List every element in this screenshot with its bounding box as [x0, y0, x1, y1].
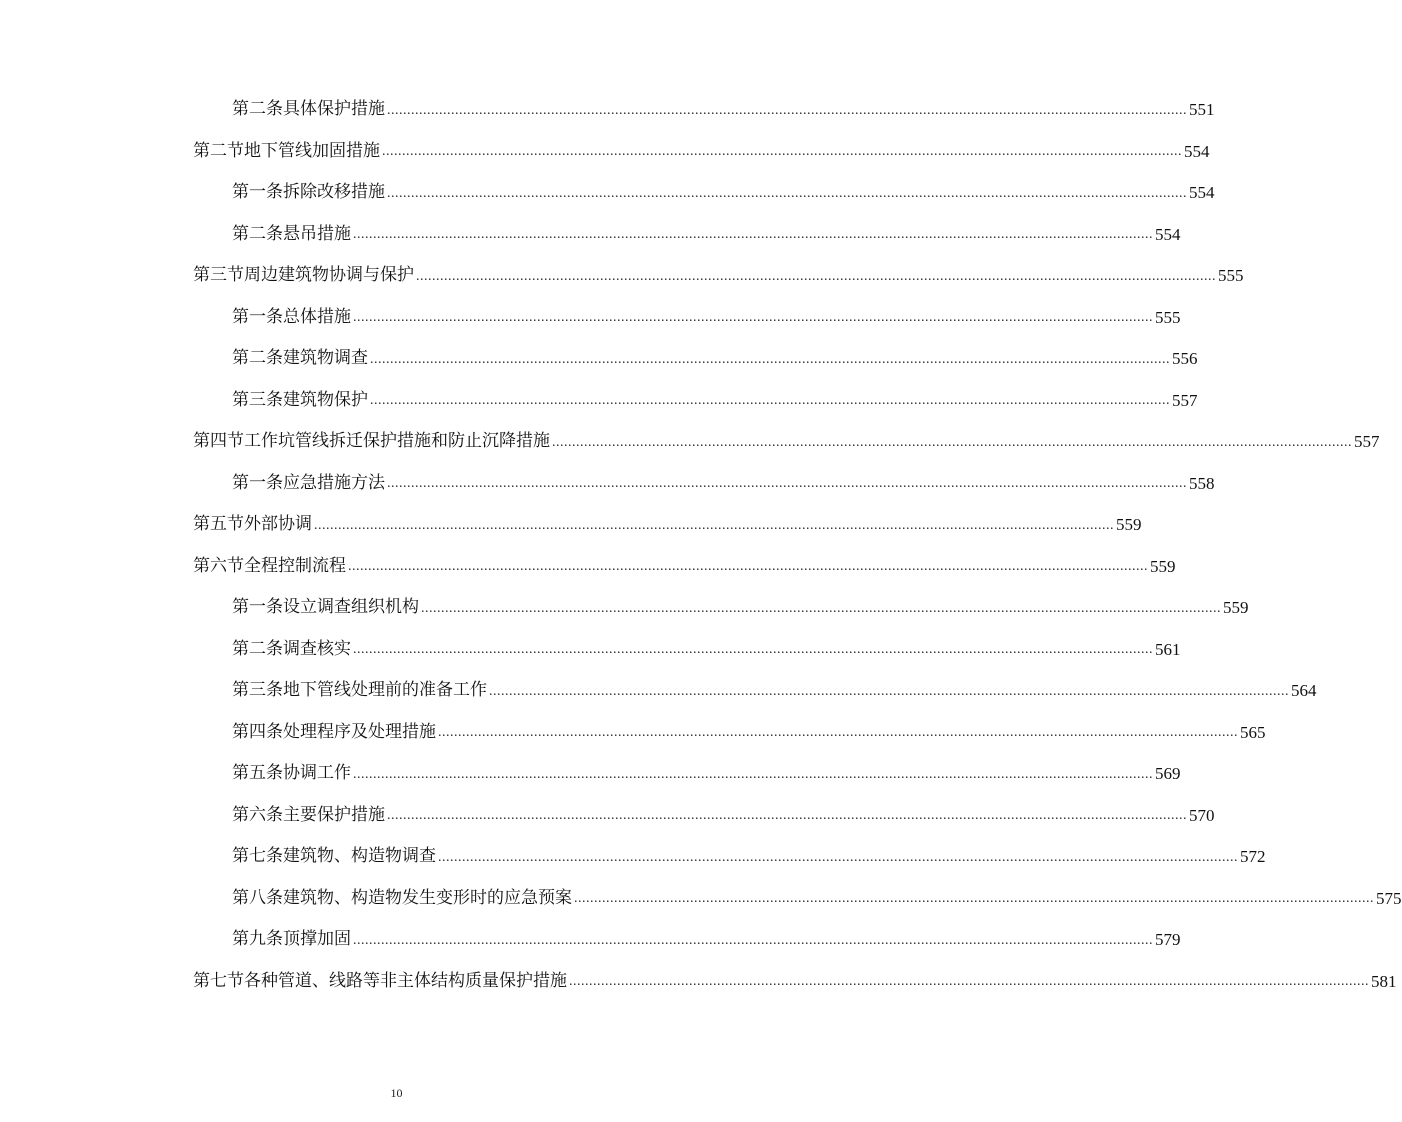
toc-entry-page-number: 555 [1155, 307, 1181, 327]
toc-entry-label: 第四节 [193, 431, 244, 452]
toc-section-entry[interactable] [0, 504, 1142, 546]
toc-entry-page-number: 559 [1116, 515, 1142, 535]
toc-entry-title: 建筑物、构造物调查 [283, 846, 436, 867]
toc-entry-page-number: 559 [1223, 598, 1249, 618]
toc-dot-leader: ........................................................................................................................................................................................................ [353, 227, 1153, 243]
toc-entry-page-number: 557 [1172, 390, 1198, 410]
toc-entry-page-number: 564 [1291, 681, 1317, 701]
toc-entry-title: 建筑物调查 [283, 348, 368, 369]
toc-article-entry[interactable] [0, 89, 1215, 131]
page-number: 10 [390, 1086, 403, 1100]
toc-entry-page-number: 554 [1184, 141, 1210, 161]
toc-entry-label: 第一条 [232, 306, 283, 327]
toc-entry-label: 第七节 [193, 970, 244, 991]
toc-dot-leader: ........................................................................................................................................................................................................ [353, 932, 1153, 948]
toc-dot-leader: ........................................................................................................................................................................................................ [438, 725, 1238, 741]
toc-dot-leader: ........................................................................................................................................................................................................ [387, 102, 1187, 118]
toc-dot-leader: ........................................................................................................................................................................................................ [387, 476, 1187, 492]
toc-entry-page-number: 575 [1376, 888, 1402, 908]
toc-entry-label: 第一条 [232, 597, 283, 618]
toc-entry-page-number: 565 [1240, 722, 1266, 742]
toc-entry-label: 第二条 [232, 638, 283, 659]
toc-entry-label: 第七条 [232, 846, 283, 867]
toc-entry-label: 第二条 [232, 99, 283, 120]
toc-entry-label: 第五条 [232, 763, 283, 784]
toc-article-entry[interactable] [0, 463, 1215, 505]
toc-dot-leader: ........................................................................................................................................................................................................ [348, 559, 1148, 575]
toc-entry-label: 第一条 [232, 472, 283, 493]
toc-dot-leader: ........................................................................................................................................................................................................ [382, 144, 1182, 160]
toc-entry-title: 顶撑加固 [283, 929, 351, 950]
toc-article-entry[interactable] [0, 297, 1181, 339]
toc-entry-title: 建筑物保护 [283, 389, 368, 410]
toc-entry-title: 全程控制流程 [244, 555, 346, 576]
toc-entry-title: 拆除改移措施 [283, 182, 385, 203]
toc-article-entry[interactable] [0, 878, 1402, 920]
toc-entry-label: 第四条 [232, 721, 283, 742]
toc-article-entry[interactable] [0, 587, 1249, 629]
toc-entry-page-number: 556 [1172, 349, 1198, 369]
toc-entry-label: 第三节 [193, 265, 244, 286]
toc-article-entry[interactable] [0, 670, 1317, 712]
toc-article-entry[interactable] [0, 338, 1198, 380]
toc-entry-page-number: 557 [1354, 432, 1380, 452]
toc-entry-page-number: 581 [1371, 971, 1397, 991]
toc-entry-page-number: 561 [1155, 639, 1181, 659]
toc-entry-page-number: 558 [1189, 473, 1215, 493]
toc-entry-label: 第一条 [232, 182, 283, 203]
toc-dot-leader: ........................................................................................................................................................................................................ [387, 185, 1187, 201]
toc-entry-label: 第九条 [232, 929, 283, 950]
toc-entry-label: 第六节 [193, 555, 244, 576]
toc-article-entry[interactable] [0, 380, 1198, 422]
toc-entry-title: 设立调查组织机构 [283, 597, 419, 618]
toc-section-entry[interactable] [0, 546, 1176, 588]
toc-entry-title: 地下管线处理前的准备工作 [283, 680, 487, 701]
toc-entry-title: 主要保护措施 [283, 804, 385, 825]
toc-section-entry[interactable] [0, 961, 1397, 1003]
toc-entry-page-number: 559 [1150, 556, 1176, 576]
toc-entry-title: 调查核实 [283, 638, 351, 659]
toc-article-entry[interactable] [0, 712, 1266, 754]
toc-entry-page-number: 579 [1155, 930, 1181, 950]
toc-article-entry[interactable] [0, 214, 1181, 256]
toc-dot-leader: ........................................................................................................................................................................................................ [489, 683, 1289, 699]
toc-entry-page-number: 554 [1189, 183, 1215, 203]
toc-article-entry[interactable] [0, 172, 1215, 214]
toc-dot-leader: ........................................................................................................................................................................................................ [569, 974, 1369, 990]
toc-section-entry[interactable] [0, 255, 1244, 297]
toc-entry-title: 悬吊措施 [283, 223, 351, 244]
toc-dot-leader: ........................................................................................................................................................................................................ [438, 849, 1238, 865]
toc-entry-page-number: 551 [1189, 100, 1215, 120]
toc-entry-title: 具体保护措施 [283, 99, 385, 120]
toc-entry-page-number: 569 [1155, 764, 1181, 784]
toc-entry-label: 第三条 [232, 389, 283, 410]
table-of-contents [0, 89, 1402, 1002]
toc-dot-leader: ........................................................................................................................................................................................................ [387, 808, 1187, 824]
toc-dot-leader: ........................................................................................................................................................................................................ [574, 891, 1374, 907]
toc-dot-leader: ........................................................................................................................................................................................................ [370, 351, 1170, 367]
toc-section-entry[interactable] [0, 131, 1210, 173]
toc-entry-title: 地下管线加固措施 [244, 140, 380, 161]
toc-entry-title: 工作坑管线拆迁保护措施和防止沉降措施 [244, 431, 550, 452]
toc-article-entry[interactable] [0, 629, 1181, 671]
toc-entry-title: 应急措施方法 [283, 472, 385, 493]
toc-entry-label: 第八条 [232, 887, 283, 908]
toc-entry-title: 协调工作 [283, 763, 351, 784]
toc-entry-label: 第三条 [232, 680, 283, 701]
toc-entry-label: 第二条 [232, 348, 283, 369]
toc-entry-page-number: 572 [1240, 847, 1266, 867]
toc-entry-label: 第二节 [193, 140, 244, 161]
toc-dot-leader: ........................................................................................................................................................................................................ [353, 766, 1153, 782]
toc-article-entry[interactable] [0, 836, 1266, 878]
toc-entry-label: 第六条 [232, 804, 283, 825]
toc-dot-leader: ........................................................................................................................................................................................................ [552, 434, 1352, 450]
toc-entry-page-number: 570 [1189, 805, 1215, 825]
toc-entry-title: 周边建筑物协调与保护 [244, 265, 414, 286]
toc-entry-page-number: 554 [1155, 224, 1181, 244]
toc-dot-leader: ........................................................................................................................................................................................................ [421, 600, 1221, 616]
toc-entry-title: 各种管道、线路等非主体结构质量保护措施 [244, 970, 567, 991]
toc-entry-label: 第二条 [232, 223, 283, 244]
toc-entry-title: 外部协调 [244, 514, 312, 535]
toc-dot-leader: ........................................................................................................................................................................................................ [353, 310, 1153, 326]
toc-entry-title: 处理程序及处理措施 [283, 721, 436, 742]
toc-section-entry[interactable] [0, 421, 1380, 463]
toc-dot-leader: ........................................................................................................................................................................................................ [370, 393, 1170, 409]
toc-article-entry[interactable] [0, 753, 1181, 795]
toc-dot-leader: ........................................................................................................................................................................................................ [416, 268, 1216, 284]
toc-entry-title: 建筑物、构造物发生变形时的应急预案 [283, 887, 572, 908]
toc-dot-leader: ........................................................................................................................................................................................................ [353, 642, 1153, 658]
toc-entry-label: 第五节 [193, 514, 244, 535]
toc-article-entry[interactable] [0, 919, 1181, 961]
toc-entry-page-number: 555 [1218, 266, 1244, 286]
toc-entry-title: 总体措施 [283, 306, 351, 327]
toc-dot-leader: ........................................................................................................................................................................................................ [314, 517, 1114, 533]
toc-article-entry[interactable] [0, 795, 1215, 837]
